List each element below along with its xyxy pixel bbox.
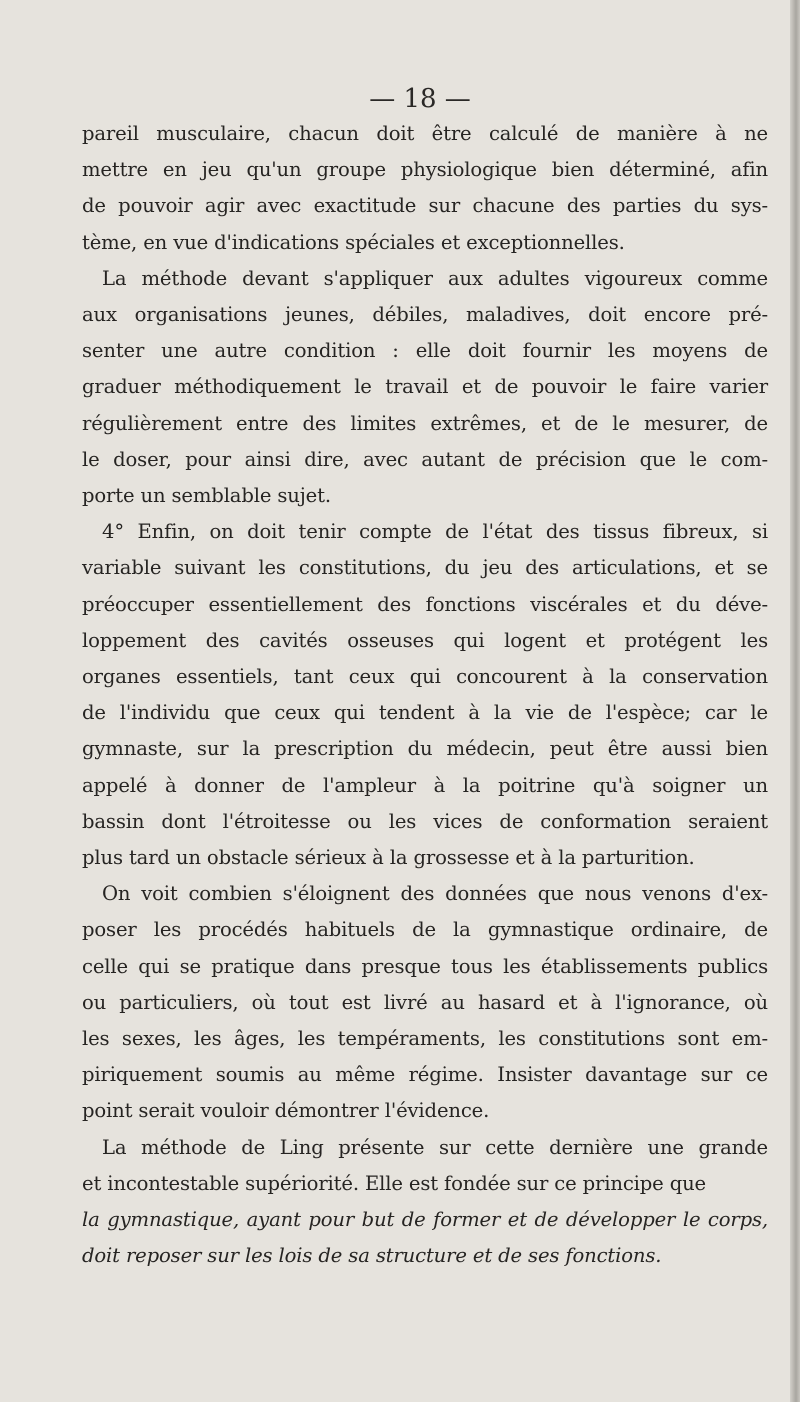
text-line: loppement des cavités osseuses qui logent et protégent les — [82, 628, 768, 652]
text-line: mettre en jeu qu'un groupe physiologique bien déterminé, afin — [82, 158, 768, 182]
page-edge-shadow — [790, 0, 800, 1402]
text-line: 4° Enfin, on doit tenir compte de l'état des tissus fibreux, si — [102, 520, 768, 544]
text-line: et incontestable supériorité. Elle est fondée sur ce principe que — [82, 1171, 707, 1195]
text-line: senter une autre condition : elle doit fournir les moyens de — [82, 339, 768, 363]
text-line: pareil musculaire, chacun doit être calculé de manière à ne — [82, 122, 768, 145]
text-line: graduer méthodiquement le travail et de pouvoir le faire varier — [82, 375, 768, 399]
text-line: porte un semblable sujet. — [82, 484, 331, 508]
text-line: régulièrement entre des limites extrêmes, et de le mesurer, de — [82, 411, 768, 435]
text-line: de pouvoir agir avec exactitude sur chacune des parties du sys- — [82, 194, 768, 218]
text-line: doit reposer sur les lois de sa structure et de ses fonctions. — [82, 1244, 662, 1268]
text-line: tème, en vue d'indications spéciales et exceptionnelles. — [82, 230, 625, 254]
text-line: les sexes, les âges, les tempéraments, les constitutions sont em- — [82, 1027, 768, 1051]
text-line: poser les procédés habituels de la gymnastique ordinaire, de — [82, 918, 768, 942]
text-line: aux organisations jeunes, débiles, maladives, doit encore pré- — [82, 303, 768, 327]
text-line: celle qui se pratique dans presque tous les établissements publics — [82, 954, 768, 978]
text-line: le doser, pour ainsi dire, avec autant de précision que le com- — [82, 447, 768, 471]
text-line: la gymnastique, ayant pour but de former et de développer le corps, — [82, 1208, 768, 1232]
text-line: gymnaste, sur la prescription du médecin, peut être aussi bien — [82, 737, 768, 761]
text-line: de l'individu que ceux qui tendent à la vie de l'espèce; car le — [82, 701, 768, 725]
text-line: ou particuliers, où tout est livré au hasard et à l'ignorance, où — [82, 990, 768, 1014]
text-line: La méthode devant s'appliquer aux adultes vigoureux comme — [102, 266, 768, 290]
text-line: bassin dont l'étroitesse ou les vices de conformation seraient — [82, 809, 768, 833]
text-line: piriquement soumis au même régime. Insister davantage sur ce — [82, 1063, 768, 1087]
text-line: variable suivant les constitutions, du jeu des articulations, et se — [82, 556, 768, 580]
page-number: — 18 — — [369, 84, 471, 114]
text-line: On voit combien s'éloignent des données que nous venons d'ex- — [102, 882, 768, 906]
text-line: plus tard un obstacle sérieux à la grossesse et à la parturition. — [82, 846, 695, 870]
text-line: La méthode de Ling présente sur cette dernière une grande — [102, 1135, 768, 1159]
text-line: organes essentiels, tant ceux qui concourent à la conservation — [82, 665, 768, 689]
text-line: appelé à donner de l'ampleur à la poitrine qu'à soigner un — [82, 773, 768, 797]
text-line: point serait vouloir démontrer l'évidence. — [82, 1099, 490, 1123]
body-text — [82, 116, 768, 1275]
text-line: préoccuper essentiellement des fonctions viscérales et du déve- — [82, 592, 768, 616]
